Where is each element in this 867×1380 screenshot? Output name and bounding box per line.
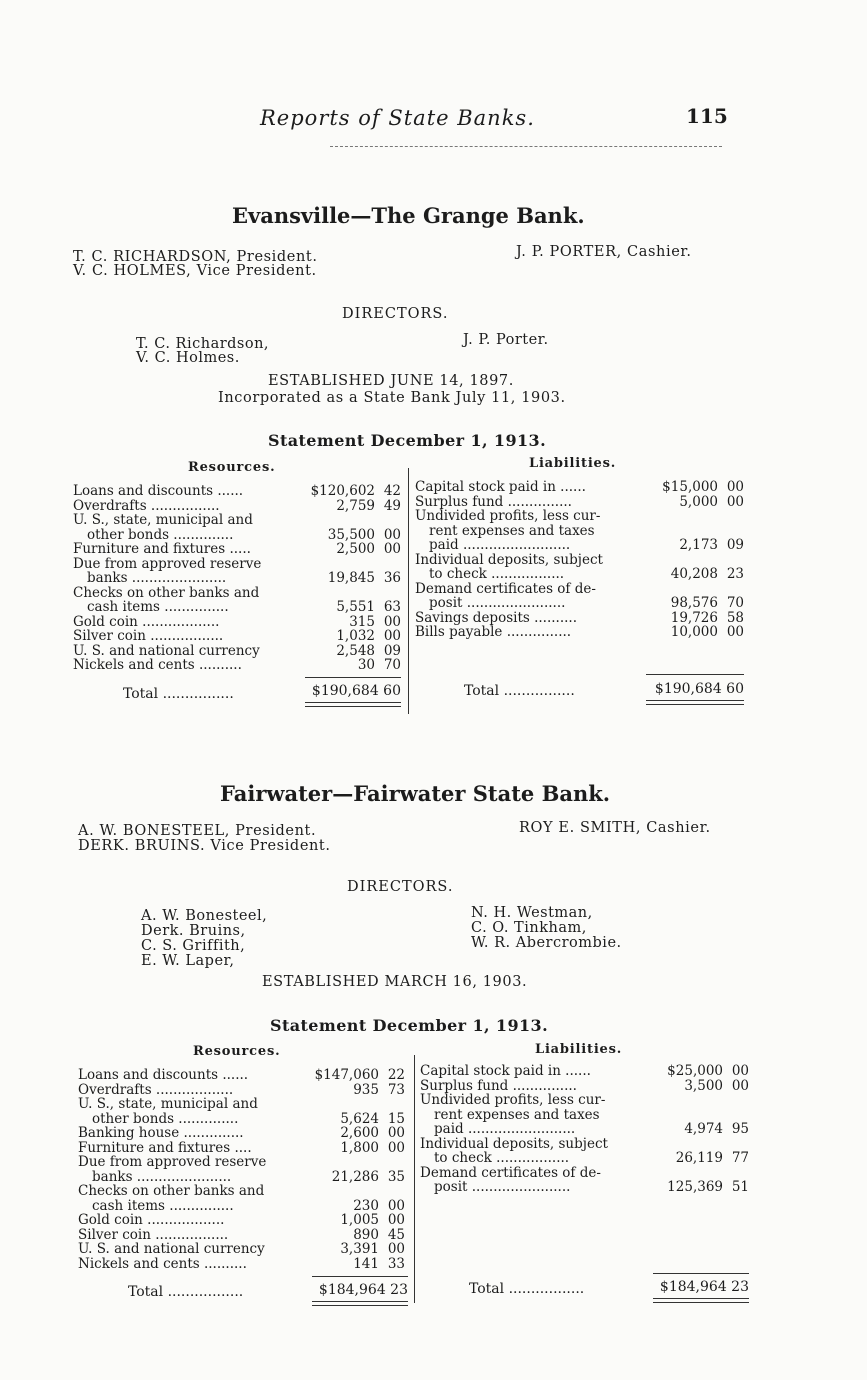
ledger-amount xyxy=(340,1213,405,1228)
amount-cents: 70 xyxy=(726,595,744,611)
ledger-row xyxy=(78,1257,405,1272)
amount-dollars: 4,974 xyxy=(684,1121,723,1137)
amount-dollars: 1,800 xyxy=(340,1139,379,1156)
amount-dollars: $120,602 xyxy=(310,483,375,499)
amount-dollars: 2,548 xyxy=(336,642,375,659)
ledger-amount xyxy=(328,571,401,586)
amount-cents: 49 xyxy=(383,497,401,514)
amount-cents: 00 xyxy=(387,1241,405,1257)
ledger-label: Furniture and fixtures .... xyxy=(78,1140,252,1155)
ledger-row xyxy=(73,528,401,543)
total-rule xyxy=(646,674,744,675)
ledger-amount xyxy=(679,538,744,553)
ledger-label: Overdrafts .................. xyxy=(78,1082,234,1097)
amount-cents: 42 xyxy=(383,483,401,499)
ledger-row xyxy=(420,1122,749,1137)
ledger-row xyxy=(415,538,744,553)
ledger-label: U. S. and national currency xyxy=(73,643,260,658)
liabilities-total-label: Total ................ xyxy=(464,683,575,699)
ledger-row xyxy=(73,571,401,586)
ledger-label: Overdrafts ................ xyxy=(73,498,220,513)
ledger-row xyxy=(78,1213,405,1228)
ledger-label: Banking house .............. xyxy=(78,1126,244,1141)
amount-cents: 00 xyxy=(383,613,401,630)
ledger-row xyxy=(420,1064,749,1079)
ledger-amount xyxy=(340,1141,405,1156)
ledger-amount xyxy=(332,1170,405,1185)
ledger-label: Furniture and fixtures ..... xyxy=(73,542,251,557)
ledger-amount xyxy=(662,480,744,495)
header-rule xyxy=(330,146,722,147)
ledger-row xyxy=(415,625,744,640)
ledger-row xyxy=(415,567,744,582)
amount-cents: 00 xyxy=(731,1063,749,1079)
ledger-amount xyxy=(684,1122,749,1137)
amount-dollars: 19,726 xyxy=(670,609,718,626)
amount-cents: 00 xyxy=(387,1212,405,1228)
resources-list xyxy=(78,1068,405,1271)
ledger-label: U. S., state, municipal and xyxy=(78,1097,258,1112)
liabilities-heading: Liabilities. xyxy=(529,456,617,471)
ledger-label: Due from approved reserve xyxy=(73,556,262,571)
ledger-row xyxy=(78,1170,405,1185)
running-head: Reports of State Banks. xyxy=(260,106,535,130)
amount-cents: 15 xyxy=(387,1110,405,1127)
ledger-amount xyxy=(315,1068,405,1083)
ledger-label: Surplus fund ............... xyxy=(415,494,572,509)
ledger-amount xyxy=(340,1126,405,1141)
amount-dollars: 5,624 xyxy=(340,1110,379,1127)
ledger-amount xyxy=(336,644,401,659)
ledger-amount xyxy=(667,1064,749,1079)
director-name: T. C. Richardson, xyxy=(136,336,270,352)
ledger-label: other bonds .............. xyxy=(87,527,234,542)
statement-heading: Statement December 1, 1913. xyxy=(268,431,547,450)
statement-heading: Statement December 1, 1913. xyxy=(270,1016,549,1035)
amount-dollars: 21,286 xyxy=(331,1168,379,1185)
ledger-row xyxy=(420,1151,749,1166)
ledger-label: to check ................. xyxy=(434,1151,570,1166)
ledger-amount xyxy=(336,499,401,514)
ledger-label: Demand certificates of de- xyxy=(415,581,596,596)
officer-cashier: ROY E. SMITH, Cashier. xyxy=(519,820,711,836)
ledger-label: Undivided profits, less cur- xyxy=(420,1093,606,1108)
ledger-label: Nickels and cents .......... xyxy=(78,1256,247,1271)
amount-cents: 35 xyxy=(387,1168,405,1185)
amount-cents: 95 xyxy=(731,1121,749,1137)
amount-cents: 00 xyxy=(726,493,744,510)
ledger-row xyxy=(73,542,401,557)
ledger-row xyxy=(73,629,401,644)
incorporated-line: Incorporated as a State Bank July 11, 1903. xyxy=(218,390,566,406)
ledger-row xyxy=(415,480,744,495)
ledger-label: Gold coin .................. xyxy=(78,1213,225,1228)
ledger-row xyxy=(415,509,744,524)
total-double-rule xyxy=(646,700,744,705)
ledger-label: Demand certificates of de- xyxy=(420,1165,601,1180)
director-name: V. C. Holmes. xyxy=(136,350,240,366)
director-name: Derk. Bruins, xyxy=(141,923,246,939)
amount-dollars: 98,576 xyxy=(670,595,718,611)
ledger-row xyxy=(420,1137,749,1152)
ledger-amount xyxy=(349,615,401,630)
resources-total-label: Total ................. xyxy=(128,1284,244,1300)
ledger-label: posit ....................... xyxy=(434,1180,571,1195)
amount-cents: 00 xyxy=(731,1077,749,1094)
page-number: 115 xyxy=(686,104,728,128)
ledger-label: paid ......................... xyxy=(434,1122,576,1137)
established-line: ESTABLISHED MARCH 16, 1903. xyxy=(262,974,528,990)
director-name: J. P. Porter. xyxy=(463,332,549,348)
liabilities-heading: Liabilities. xyxy=(535,1042,623,1057)
ledger-row xyxy=(78,1199,405,1214)
amount-cents: 00 xyxy=(726,479,744,495)
ledger-row xyxy=(73,513,401,528)
ledger-row xyxy=(78,1228,405,1243)
ledger-label: cash items ............... xyxy=(87,600,229,615)
column-divider xyxy=(408,468,409,714)
ledger-label: U. S., state, municipal and xyxy=(73,513,253,528)
ledger-row xyxy=(73,484,401,499)
amount-cents: 23 xyxy=(726,566,744,582)
director-name: C. O. Tinkham, xyxy=(471,920,587,936)
ledger-label: Capital stock paid in ...... xyxy=(420,1064,591,1079)
ledger-label: Surplus fund ............... xyxy=(420,1078,577,1093)
amount-dollars: 30 xyxy=(357,657,375,673)
ledger-row xyxy=(73,658,401,673)
amount-dollars: $147,060 xyxy=(314,1067,379,1083)
ledger-label: cash items ............... xyxy=(92,1198,234,1213)
ledger-row xyxy=(78,1155,405,1170)
director-name: C. S. Griffith, xyxy=(141,938,246,954)
ledger-amount xyxy=(353,1083,405,1098)
amount-dollars: 19,845 xyxy=(327,570,375,586)
amount-dollars: 2,173 xyxy=(679,537,718,553)
ledger-label: posit ....................... xyxy=(429,596,566,611)
ledger-amount xyxy=(667,1180,749,1195)
ledger-label: banks ...................... xyxy=(87,571,227,586)
ledger-amount xyxy=(311,484,401,499)
bank-title: Evansville—The Grange Bank. xyxy=(232,203,585,228)
amount-cents: 00 xyxy=(383,628,401,644)
ledger-amount xyxy=(671,596,744,611)
ledger-label: Gold coin .................. xyxy=(73,614,220,629)
ledger-label: Checks on other banks and xyxy=(78,1184,265,1199)
established-line: ESTABLISHED JUNE 14, 1897. xyxy=(268,373,514,389)
ledger-amount xyxy=(671,611,744,626)
amount-dollars: 141 xyxy=(353,1255,379,1272)
ledger-amount xyxy=(679,495,744,510)
ledger-label: U. S. and national currency xyxy=(78,1242,265,1257)
ledger-row xyxy=(420,1180,749,1195)
liabilities-total-label: Total ................. xyxy=(469,1281,585,1297)
ledger-amount xyxy=(328,528,401,543)
ledger-amount xyxy=(358,658,401,673)
amount-dollars: 315 xyxy=(349,613,375,630)
total-double-rule xyxy=(653,1298,749,1303)
ledger-row xyxy=(73,499,401,514)
directors-heading: DIRECTORS. xyxy=(347,879,454,895)
ledger-row xyxy=(78,1097,405,1112)
ledger-amount xyxy=(353,1257,405,1272)
amount-dollars: 890 xyxy=(353,1226,379,1243)
officer-cashier: J. P. PORTER, Cashier. xyxy=(516,244,692,260)
amount-cents: 51 xyxy=(731,1179,749,1195)
ledger-row xyxy=(420,1079,749,1094)
amount-cents: 00 xyxy=(387,1197,405,1214)
ledger-row xyxy=(73,600,401,615)
ledger-label: Loans and discounts ...... xyxy=(73,484,244,499)
resources-heading: Resources. xyxy=(188,460,276,475)
amount-dollars: 5,551 xyxy=(336,599,375,615)
amount-dollars: 40,208 xyxy=(670,566,718,582)
director-name: A. W. Bonesteel, xyxy=(141,908,268,924)
column-divider xyxy=(414,1055,415,1303)
amount-dollars: $25,000 xyxy=(667,1063,723,1079)
total-rule xyxy=(312,1276,408,1277)
amount-dollars: 35,500 xyxy=(327,526,375,543)
amount-dollars: 3,500 xyxy=(684,1077,723,1094)
amount-cents: 36 xyxy=(383,570,401,586)
ledger-row xyxy=(415,495,744,510)
ledger-amount xyxy=(684,1079,749,1094)
ledger-row xyxy=(415,582,744,597)
ledger-row xyxy=(420,1108,749,1123)
amount-cents: 00 xyxy=(383,526,401,543)
resources-total: $190,684 60 xyxy=(311,683,401,699)
total-rule xyxy=(305,677,401,678)
amount-dollars: 26,119 xyxy=(675,1150,723,1166)
officer-president: A. W. BONESTEEL, President. xyxy=(78,823,317,839)
ledger-label: paid ......................... xyxy=(429,538,571,553)
ledger-label: Due from approved reserve xyxy=(78,1155,267,1170)
ledger-label: Checks on other banks and xyxy=(73,585,260,600)
officer-vice-president: DERK. BRUINS. Vice President. xyxy=(78,838,331,854)
amount-dollars: 2,600 xyxy=(340,1125,379,1141)
total-double-rule xyxy=(305,702,401,707)
liabilities-list xyxy=(415,480,744,640)
ledger-amount xyxy=(353,1228,405,1243)
total-rule xyxy=(653,1273,749,1274)
directors-heading: DIRECTORS. xyxy=(342,306,449,322)
ledger-label: Bills payable ............... xyxy=(415,625,572,640)
amount-dollars: 230 xyxy=(353,1197,379,1214)
ledger-label: banks ...................... xyxy=(92,1169,232,1184)
ledger-row xyxy=(73,557,401,572)
ledger-label: Loans and discounts ...... xyxy=(78,1068,249,1083)
ledger-amount xyxy=(340,1242,405,1257)
ledger-amount xyxy=(671,567,744,582)
amount-dollars: 1,005 xyxy=(340,1212,379,1228)
amount-dollars: 2,759 xyxy=(336,497,375,514)
ledger-row xyxy=(73,644,401,659)
ledger-row xyxy=(78,1112,405,1127)
ledger-amount xyxy=(676,1151,749,1166)
amount-cents: 00 xyxy=(387,1125,405,1141)
director-name: E. W. Laper, xyxy=(141,953,235,969)
amount-cents: 77 xyxy=(731,1150,749,1166)
amount-cents: 58 xyxy=(726,609,744,626)
ledger-amount xyxy=(336,542,401,557)
amount-cents: 45 xyxy=(387,1226,405,1243)
ledger-row xyxy=(78,1126,405,1141)
amount-cents: 22 xyxy=(387,1067,405,1083)
amount-dollars: 2,500 xyxy=(336,541,375,557)
ledger-row xyxy=(415,611,744,626)
amount-dollars: 5,000 xyxy=(679,493,718,510)
ledger-row xyxy=(73,586,401,601)
amount-cents: 00 xyxy=(383,541,401,557)
ledger-row xyxy=(78,1242,405,1257)
amount-dollars: 3,391 xyxy=(340,1241,379,1257)
ledger-row xyxy=(78,1141,405,1156)
ledger-label: rent expenses and taxes xyxy=(434,1107,600,1122)
ledger-amount xyxy=(336,600,401,615)
ledger-label: to check ................. xyxy=(429,567,565,582)
ledger-row xyxy=(78,1083,405,1098)
amount-cents: 33 xyxy=(387,1255,405,1272)
amount-dollars: 935 xyxy=(353,1081,379,1098)
amount-cents: 63 xyxy=(383,599,401,615)
ledger-amount xyxy=(671,625,744,640)
resources-total-label: Total ................ xyxy=(123,686,234,702)
ledger-label: Silver coin ................. xyxy=(78,1227,229,1242)
ledger-label: Savings deposits .......... xyxy=(415,610,577,625)
ledger-amount xyxy=(340,1112,405,1127)
officer-vice-president: V. C. HOLMES, Vice President. xyxy=(73,263,317,279)
ledger-row xyxy=(420,1166,749,1181)
ledger-row xyxy=(415,553,744,568)
ledger-label: other bonds .............. xyxy=(92,1111,239,1126)
ledger-label: rent expenses and taxes xyxy=(429,523,595,538)
officer-president: T. C. RICHARDSON, President. xyxy=(73,249,318,265)
amount-cents: 00 xyxy=(726,624,744,640)
ledger-label: Individual deposits, subject xyxy=(415,552,603,567)
ledger-label: Undivided profits, less cur- xyxy=(415,509,601,524)
resources-total: $184,964 23 xyxy=(318,1282,408,1298)
amount-dollars: $15,000 xyxy=(662,479,718,495)
ledger-amount xyxy=(353,1199,405,1214)
ledger-row xyxy=(78,1184,405,1199)
director-name: N. H. Westman, xyxy=(471,905,593,921)
ledger-row xyxy=(78,1068,405,1083)
director-name: W. R. Abercrombie. xyxy=(471,935,622,951)
liabilities-total: $190,684 60 xyxy=(654,681,744,697)
ledger-row xyxy=(415,596,744,611)
amount-cents: 09 xyxy=(383,642,401,659)
ledger-label: Capital stock paid in ...... xyxy=(415,480,586,495)
resources-list xyxy=(73,484,401,673)
amount-dollars: 1,032 xyxy=(336,628,375,644)
ledger-label: Silver coin ................. xyxy=(73,629,224,644)
ledger-row xyxy=(73,615,401,630)
total-double-rule xyxy=(312,1301,408,1306)
ledger-label: Individual deposits, subject xyxy=(420,1136,608,1151)
ledger-amount xyxy=(336,629,401,644)
amount-cents: 70 xyxy=(383,657,401,673)
amount-cents: 09 xyxy=(726,537,744,553)
amount-dollars: 125,369 xyxy=(667,1179,723,1195)
ledger-row xyxy=(415,524,744,539)
bank-title: Fairwater—Fairwater State Bank. xyxy=(220,781,611,806)
amount-cents: 73 xyxy=(387,1081,405,1098)
ledger-row xyxy=(420,1093,749,1108)
liabilities-list xyxy=(420,1064,749,1195)
ledger-label: Nickels and cents .......... xyxy=(73,658,242,673)
liabilities-total: $184,964 23 xyxy=(659,1279,749,1295)
amount-dollars: 10,000 xyxy=(670,624,718,640)
resources-heading: Resources. xyxy=(193,1044,281,1059)
amount-cents: 00 xyxy=(387,1139,405,1156)
